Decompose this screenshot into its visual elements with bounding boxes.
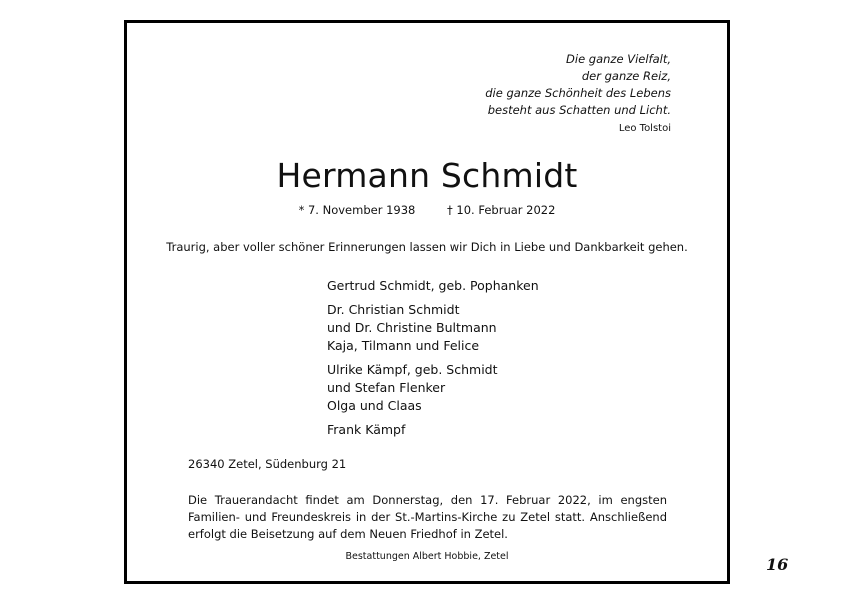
family-group	[327, 301, 539, 355]
service-info: Die Trauerandacht findet am Donnerstag, den 17. Februar 2022, im engsten Familien- und Freundeskreis in der St.-Martins-Kirche zu Zetel statt. Anschließend erfolgt die Beisetzung auf dem Neuen Friedhof in Zetel.	[188, 493, 667, 541]
family-line: Olga und Claas	[327, 398, 422, 413]
family-group	[327, 277, 539, 295]
family-line: Gertrud Schmidt, geb. Pophanken	[327, 278, 539, 293]
family-group	[327, 421, 539, 439]
family-line: und Stefan Flenker	[327, 380, 446, 395]
life-dates	[127, 203, 727, 217]
obituary-frame	[124, 20, 730, 584]
quote-line: der ganze Reiz,	[581, 69, 671, 83]
quote-block	[485, 51, 671, 137]
family-group	[327, 361, 539, 415]
quote-line: besteht aus Schatten und Licht.	[487, 103, 671, 117]
family-line: und Dr. Christine Bultmann	[327, 320, 497, 335]
quote-author: Leo Tolstoi	[618, 123, 671, 134]
death-date: † 10. Februar 2022	[447, 203, 556, 217]
family-list	[327, 277, 539, 445]
family-line: Kaja, Tilmann und Felice	[327, 338, 480, 353]
family-line: Ulrike Kämpf, geb. Schmidt	[327, 362, 498, 377]
quote-line: Die ganze Vielfalt,	[566, 52, 671, 66]
family-line: Dr. Christian Schmidt	[327, 302, 460, 317]
deceased-name: Hermann Schmidt	[276, 156, 578, 195]
page-number: 16	[766, 555, 789, 574]
address: 26340 Zetel, Südenburg 21	[188, 457, 347, 471]
intro-text: Traurig, aber voller schöner Erinnerungen lassen wir Dich in Liebe und Dankbarkeit gehen.	[166, 240, 688, 254]
undertaker: Bestattungen Albert Hobbie, Zetel	[345, 551, 509, 562]
family-line: Frank Kämpf	[327, 422, 406, 437]
birth-date: * 7. November 1938	[298, 203, 416, 217]
quote-line: die ganze Schönheit des Lebens	[485, 86, 671, 100]
